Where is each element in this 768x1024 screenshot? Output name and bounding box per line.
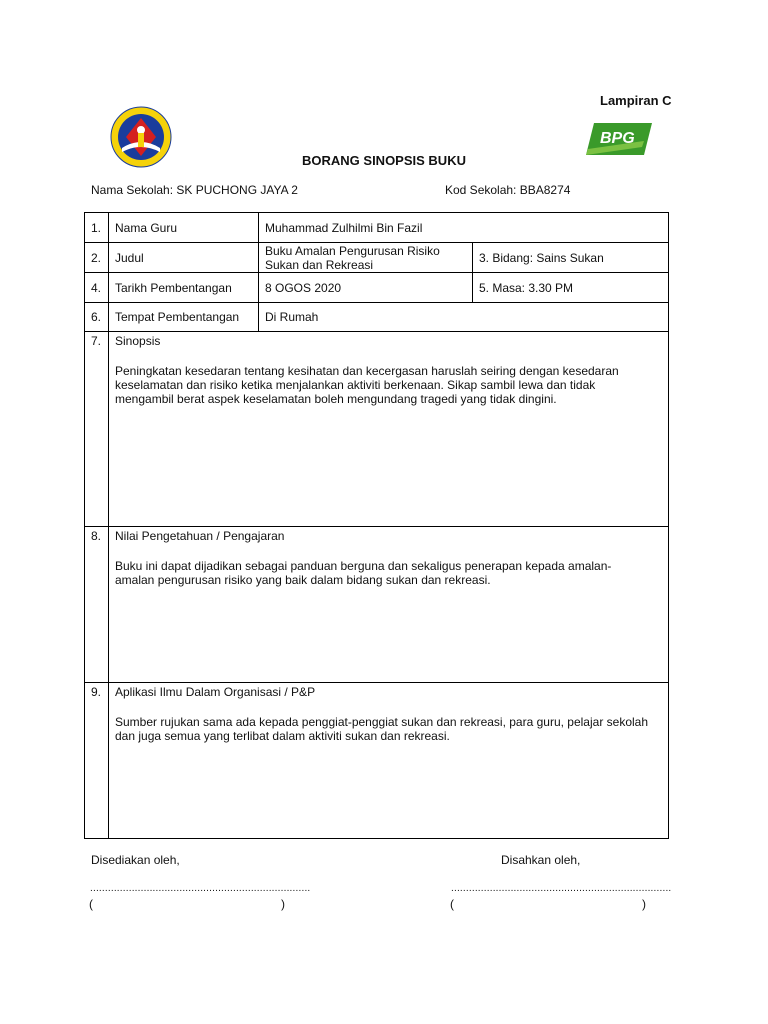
name-brackets-left	[89, 897, 285, 911]
field-category-value: 3. Bidang: Sains Sukan	[473, 243, 669, 273]
appendix-label: Lampiran C	[600, 93, 672, 108]
book-title-value: Buku Amalan Pengurusan Risiko Sukan dan Rekreasi	[259, 243, 473, 273]
open-paren: (	[89, 897, 93, 911]
bpg-logo-icon	[586, 121, 652, 157]
row-number: 2.	[85, 243, 109, 273]
form-title: BORANG SINOPSIS BUKU	[302, 153, 466, 168]
row-date	[85, 273, 669, 303]
open-paren: (	[450, 897, 454, 911]
row-title	[85, 243, 669, 273]
row-number: 4.	[85, 273, 109, 303]
field-label-teacher: Nama Guru	[109, 213, 259, 243]
time-value: 5. Masa: 3.30 PM	[473, 273, 669, 303]
signature-line-right: ..........................................................................	[451, 883, 672, 894]
close-paren: )	[281, 897, 285, 911]
synopsis-form-table	[84, 212, 669, 839]
knowledge-label: Nilai Pengetahuan / Pengajaran	[115, 529, 285, 543]
row-number: 8.	[85, 527, 109, 683]
signature-line-left: ..........................................................................	[90, 883, 311, 894]
row-number: 6.	[85, 303, 109, 332]
teacher-name-value: Muhammad Zulhilmi Bin Fazil	[259, 213, 669, 243]
knowledge-cell	[109, 527, 669, 683]
field-label-date: Tarikh Pembentangan	[109, 273, 259, 303]
school-code: Kod Sekolah: BBA8274	[445, 183, 571, 197]
row-venue	[85, 303, 669, 332]
row-number: 7.	[85, 332, 109, 527]
date-value: 8 OGOS 2020	[259, 273, 473, 303]
row-number: 9.	[85, 683, 109, 839]
synopsis-text: Peningkatan kesedaran tentang kesihatan dan kecergasan haruslah seiring dengan kesedaran keselamatan dan risiko ketika menjalankan aktiviti berkenaan. Sikap sambil lewa dan tidak mengambil berat aspek keselamatan boleh mengundang tragedi yang tidak dingini.	[115, 364, 619, 406]
row-application	[85, 683, 669, 839]
school-name: Nama Sekolah: SK PUCHONG JAYA 2	[91, 183, 298, 197]
application-cell	[109, 683, 669, 839]
venue-value: Di Rumah	[259, 303, 669, 332]
row-teacher-name	[85, 213, 669, 243]
row-knowledge-value	[85, 527, 669, 683]
synopsis-label: Sinopsis	[115, 334, 161, 348]
name-brackets-right	[450, 897, 646, 911]
bpg-logo-text: BPG	[600, 130, 635, 147]
close-paren: )	[642, 897, 646, 911]
prepared-by-label: Disediakan oleh,	[91, 853, 180, 867]
row-synopsis	[85, 332, 669, 527]
application-text: Sumber rujukan sama ada kepada penggiat-penggiat sukan dan rekreasi, para guru, pelajar sekolah dan juga semua yang terlibat dalam aktiviti sukan dan rekreasi.	[115, 715, 649, 743]
row-number: 1.	[85, 213, 109, 243]
application-label: Aplikasi Ilmu Dalam Organisasi / P&P	[115, 685, 316, 699]
synopsis-cell	[109, 332, 669, 527]
approved-by-label: Disahkan oleh,	[501, 853, 581, 867]
knowledge-text: Buku ini dapat dijadikan sebagai panduan berguna dan sekaligus penerapan kepada amalan-amalan pengurusan risiko yang baik dalam bidang sukan dan rekreasi.	[115, 559, 612, 587]
field-label-venue: Tempat Pembentangan	[109, 303, 259, 332]
field-label-title: Judul	[109, 243, 259, 273]
